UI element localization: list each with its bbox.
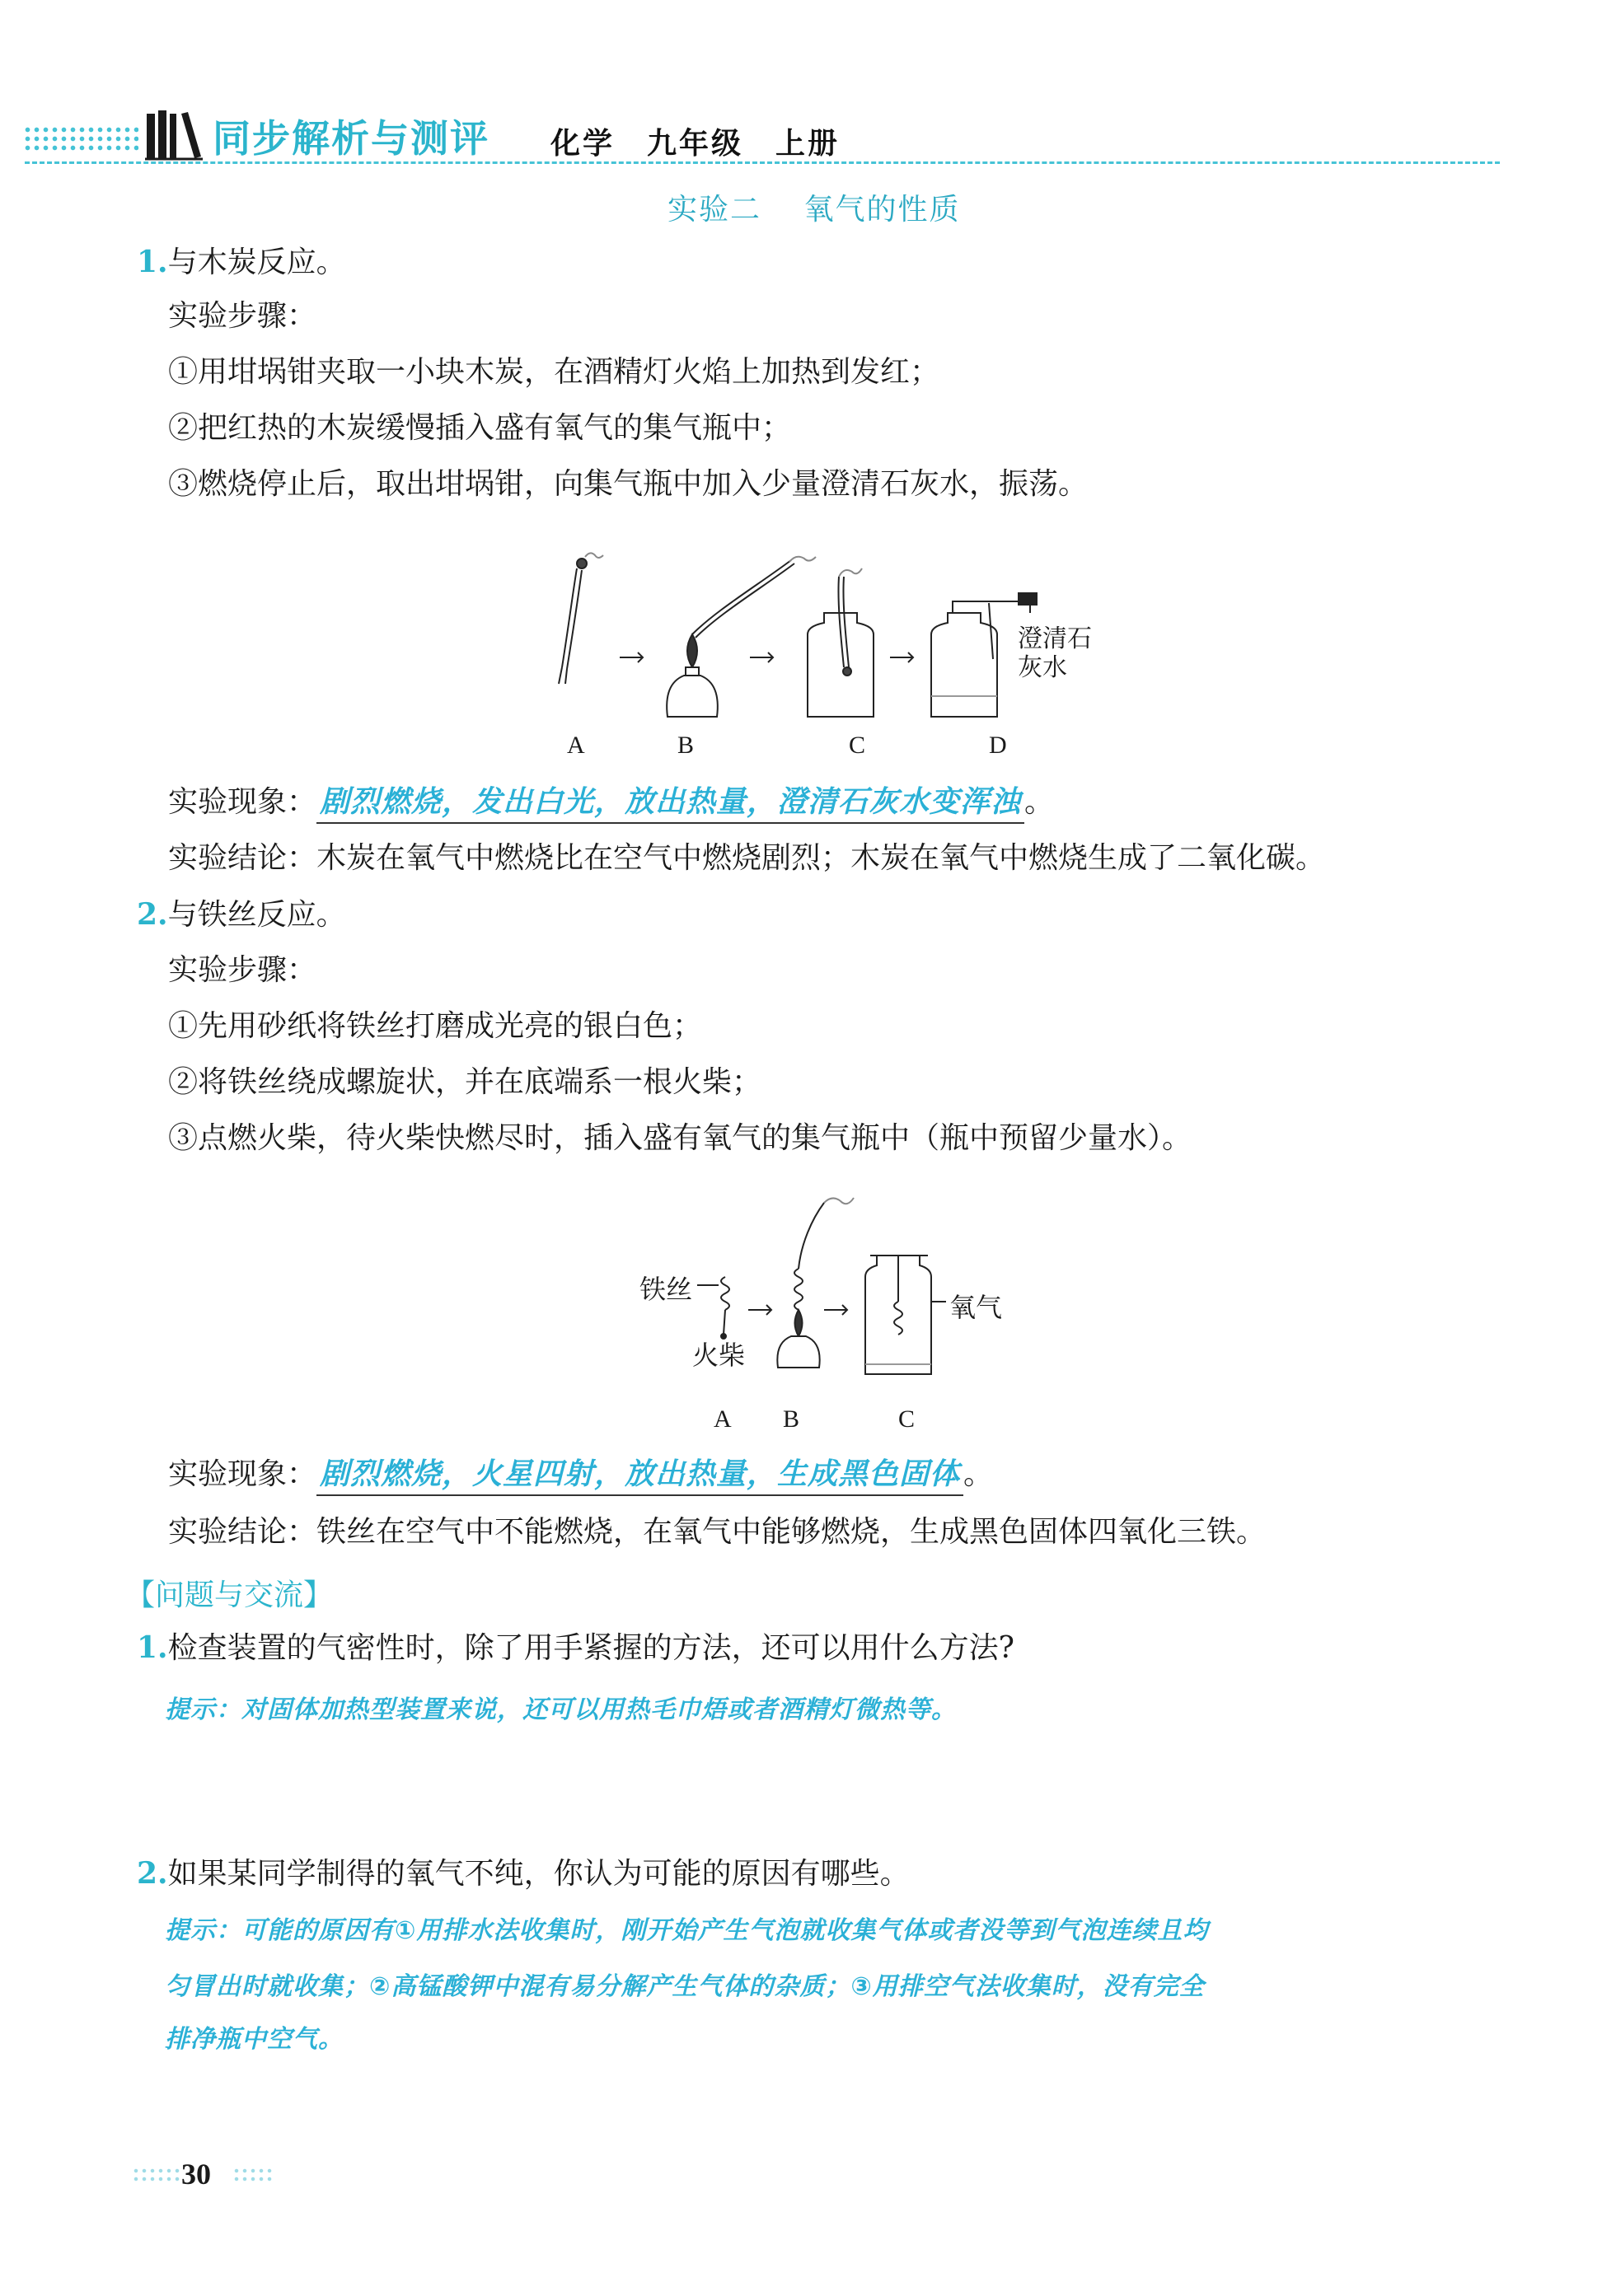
charcoal-experiment-figure	[527, 544, 1121, 741]
header-dots-decoration	[23, 125, 138, 153]
part1-steps-label: 实验步骤：	[168, 299, 317, 333]
q2-text: 如果某同学制得的氧气不纯，你认为可能的原因有哪些。	[167, 1857, 910, 1891]
q1-hint: 提示：对固体加热型装置来说，还可以用热毛巾焐或者酒精灯微热等。	[165, 1695, 957, 1724]
part1-phenomenon-answer: 剧烈燃烧，发出白光，放出热量，澄清石灰水变浑浊	[320, 785, 1022, 819]
alcohol-lamp-drawing-b	[777, 1198, 854, 1368]
subject-label: 化学 九年级 上册	[550, 127, 841, 161]
part2-number: 2.	[137, 897, 168, 932]
gas-jar-drawing-c	[808, 568, 874, 717]
q1-number: 1.	[137, 1630, 168, 1665]
limewater-label-2: 灰水	[1018, 653, 1067, 682]
part1-conclusion: 实验结论：木炭在氧气中燃烧比在空气中燃烧剧烈；木炭在氧气中燃烧生成了二氧化碳。	[168, 841, 1326, 875]
part1-heading	[137, 242, 346, 283]
figure1-label-a: A	[567, 732, 585, 759]
discussion-q1	[137, 1628, 1014, 1668]
part2-step-3: ③点燃火柴，待火柴快燃尽时，插入盛有氧气的集气瓶中（瓶中预留少量水）。	[168, 1121, 1192, 1155]
page-number: 30	[181, 2158, 211, 2191]
section-title: 实验二 氧气的性质	[668, 193, 961, 227]
part1-step-1: ①用坩埚钳夹取一小块木炭，在酒精灯火焰上加热到发红；	[168, 355, 940, 389]
page-number-dots-left	[132, 2167, 181, 2183]
iron-wire-label: 铁丝	[639, 1274, 693, 1304]
part2-phenomenon-label: 实验现象：	[168, 1457, 317, 1491]
part1-step-3: ③燃烧停止后，取出坩埚钳，向集气瓶中加入少量澄清石灰水，振荡。	[168, 467, 1089, 501]
discussion-heading: 【问题与交流】	[125, 1578, 334, 1612]
tongs-drawing-a	[559, 553, 603, 684]
part1-number: 1.	[137, 245, 168, 279]
part2-heading	[137, 895, 346, 935]
match-label: 火柴	[692, 1340, 746, 1370]
q2-number: 2.	[137, 1856, 168, 1891]
gas-jar-drawing-c	[865, 1256, 946, 1374]
q1-text: 检查装置的气密性时，除了用手紧握的方法，还可以用什么方法?	[167, 1631, 1014, 1665]
part1-phenomenon-label: 实验现象：	[168, 785, 317, 819]
part1-title: 与木炭反应。	[167, 245, 346, 279]
part2-phenomenon-end: 。	[963, 1457, 994, 1491]
part2-title: 与铁丝反应。	[167, 898, 346, 932]
figure2-label-b: B	[783, 1405, 800, 1433]
figure2-label-a: A	[714, 1405, 732, 1433]
limewater-label: 澄清石	[1018, 624, 1092, 653]
header-divider	[25, 161, 1500, 164]
part2-step-2: ②将铁丝绕成螺旋状，并在底端系一根火柴；	[168, 1065, 762, 1099]
page-number-dots-right	[232, 2167, 274, 2183]
figure1-label-c: C	[849, 732, 866, 759]
oxygen-label: 氧气	[949, 1293, 1003, 1322]
q2-hint-line-2: 匀冒出时就收集；②高锰酸钾中混有易分解产生气体的杂质；③用排空气法收集时，没有完全	[165, 1972, 1205, 2001]
iron-coil-drawing-a	[697, 1277, 729, 1339]
part2-phenomenon-answer: 剧烈燃烧，火星四射，放出热量，生成黑色固体	[320, 1457, 961, 1491]
part2-conclusion: 实验结论：铁丝在空气中不能燃烧，在氧气中能够燃烧，生成黑色固体四氧化三铁。	[168, 1515, 1267, 1549]
books-logo-icon	[145, 107, 203, 161]
part1-step-2: ②把红热的木炭缓慢插入盛有氧气的集气瓶中；	[168, 411, 792, 445]
part2-phenomenon	[168, 1455, 993, 1496]
part1-phenomenon-end: 。	[1024, 785, 1055, 819]
figure2-label-c: C	[898, 1405, 916, 1433]
part1-phenomenon	[168, 783, 1054, 824]
q2-hint-line-3: 排净瓶中空气。	[165, 2025, 344, 2054]
alcohol-lamp-drawing-b	[667, 557, 816, 717]
series-title: 同步解析与测评	[213, 116, 490, 161]
part2-steps-label: 实验步骤：	[168, 953, 317, 987]
part2-step-1: ①先用砂纸将铁丝打磨成光亮的银白色；	[168, 1009, 703, 1043]
figure1-label-b: B	[677, 732, 695, 759]
discussion-q2	[137, 1854, 910, 1894]
figure1-label-d: D	[989, 732, 1007, 759]
q2-hint-line-1: 提示：可能的原因有①用排水法收集时，刚开始产生气泡就收集气体或者没等到气泡连续且均	[165, 1916, 1209, 1945]
